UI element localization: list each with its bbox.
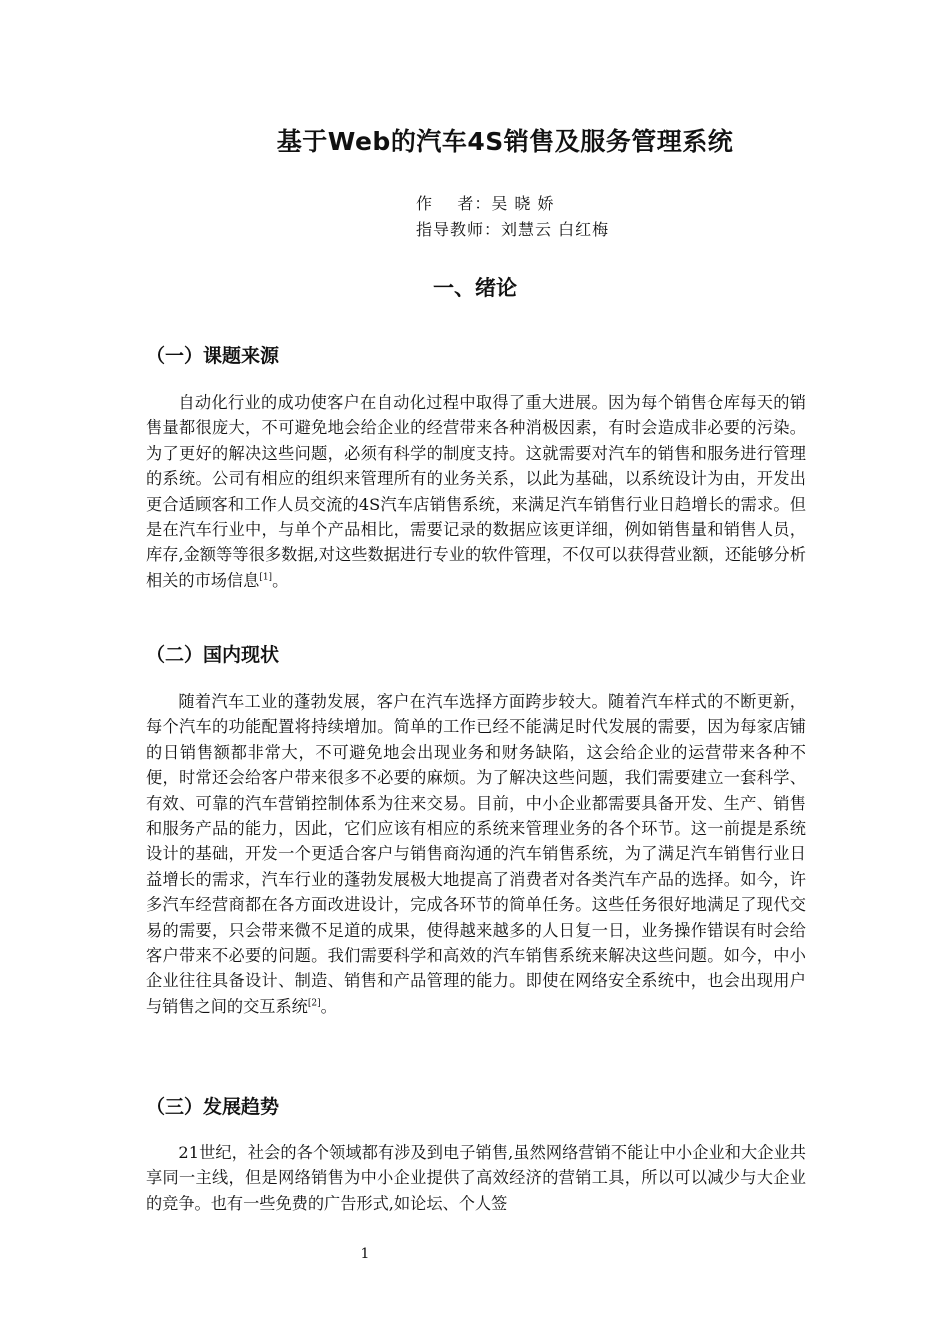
author-line: 作 者：吴 晓 娇: [416, 194, 555, 213]
section-heading-topic-source: （一）课题来源: [146, 345, 280, 367]
advisor-line: 指导教师：刘慧云 白红梅: [416, 220, 610, 239]
paragraph-text: 自动化行业的成功使客户在自动化过程中取得了重大进展。因为每个销售仓库每天的销售量都很庞大，不可避免地会给企业的经营带来各种消极因素，有时会造成非必要的污染。为了更好的解决这些问题，必须有科学的制度支持。这就需要对汽车的销售和服务进行管理的系统。公司有相应的组织来管理所有的业务关系，以此为基础，以系统设计为由，开发出更合适顾客和工作人员交流的4S汽车店销售系统，来满足汽车销售行业日趋增长的需求。但是在汽车行业中，与单个产品相比，需要记录的数据应该更详细，例如销售量和销售人员，库存,金额等等很多数据,对这些数据进行专业的软件管理，不仅可以获得营业额，还能够分析相关的市场信息: [146, 393, 806, 590]
citation-ref: [2]: [307, 998, 321, 1009]
paragraph-text: 随着汽车工业的蓬勃发展，客户在汽车选择方面跨步较大。随着汽车样式的不断更新，每个汽车的功能配置将持续增加。简单的工作已经不能满足时代发展的需要，因为每家店铺的日销售额都非常大，不可避免地会出现业务和财务缺陷，这会给企业的运营带来各种不便，时常还会给客户带来很多不必要的麻烦。为了解决这些问题，我们需要建立一套科学、有效、可靠的汽车营销控制体系为往来交易。目前，中小企业都需要具备开发、生产、销售和服务产品的能力，因此，它们应该有相应的系统来管理业务的各个环节。这一前提是系统设计的基础，开发一个更适合客户与销售商沟通的汽车销售系统，为了满足汽车销售行业日益增长的需求，汽车行业的蓬勃发展极大地提高了消费者对各类汽车产品的选择。如今，许多汽车经营商都在各方面改进设计，完成各环节的简单任务。这些任务很好地满足了现代交易的需要，只会带来微不足道的成果，使得越来越多的人日复一日，业务操作错误有时会给客户带来不必要的问题。我们需要科学和高效的汽车销售系统来解决这些问题。如今，中小企业往往具备设计、制造、销售和产品管理的能力。即使在网络安全系统中，也会出现用户与销售之间的交互系统: [146, 692, 806, 1016]
document-title: 基于Web的汽车4S销售及服务管理系统: [276, 127, 734, 156]
section-heading-domestic-status: （二）国内现状: [146, 644, 280, 666]
page-number: 1: [360, 1246, 370, 1262]
citation-ref: [1]: [259, 572, 273, 583]
paragraph-development-trend: [146, 1140, 806, 1216]
paragraph-text: 21世纪，社会的各个领域都有涉及到电子销售,虽然网络营销不能让中小企业和大企业共享同一主线，但是网络销售为中小企业提供了高效经济的营销工具，所以可以减少与大企业的竞争。也有一些免费的广告形式,如论坛、个人签: [146, 1143, 806, 1213]
paragraph-domestic-status: [146, 689, 806, 1019]
paragraph-topic-source: [146, 390, 806, 593]
section-heading-development-trend: （三）发展趋势: [146, 1096, 280, 1118]
paragraph-ending: 。: [272, 570, 289, 590]
chapter-title: 一、绪论: [433, 276, 517, 300]
paragraph-ending: 。: [320, 996, 337, 1016]
